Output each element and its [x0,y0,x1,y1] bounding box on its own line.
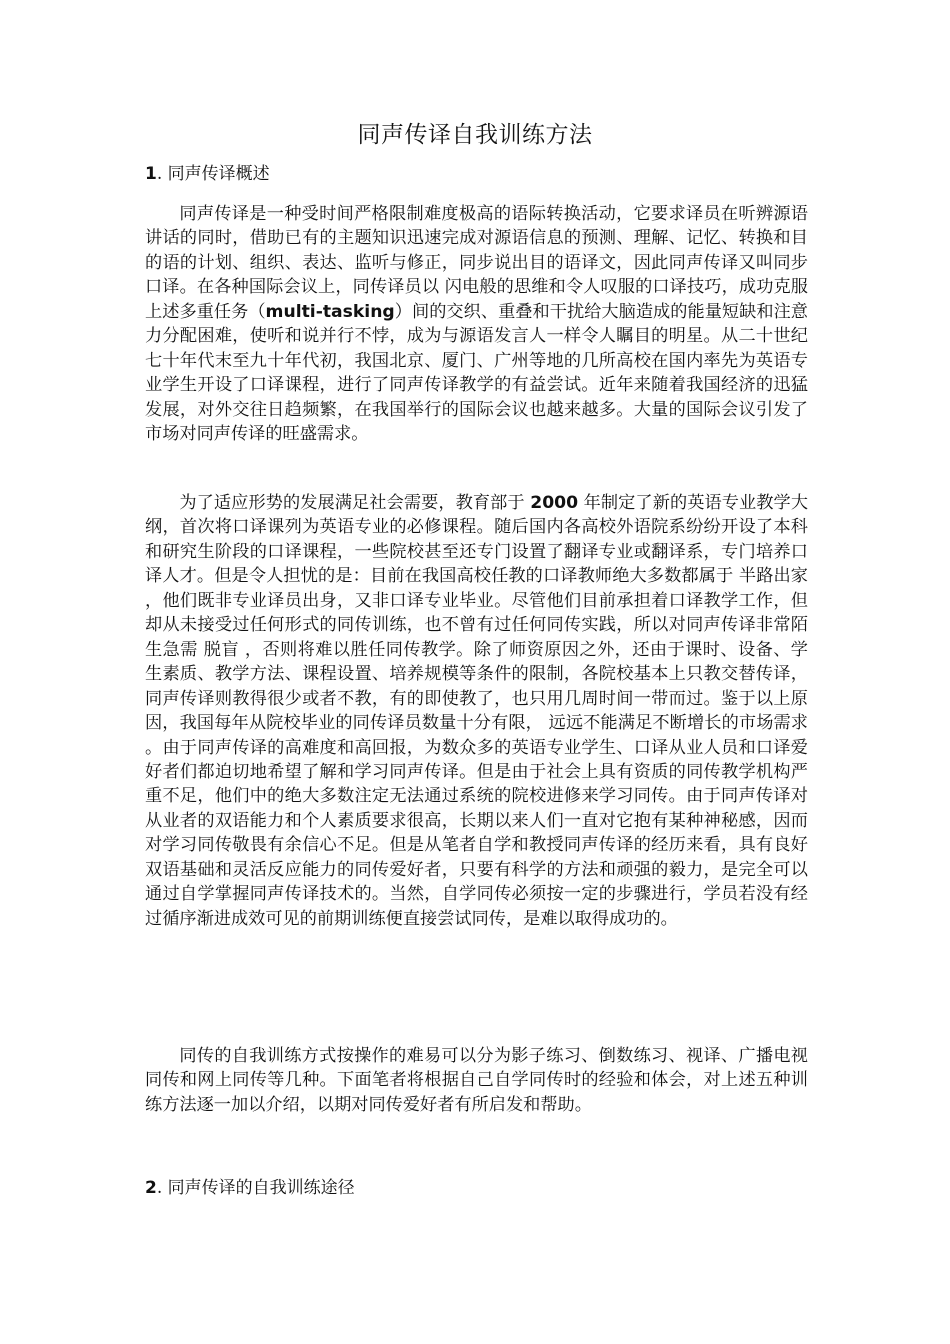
paragraph-text: 年制定了新的英语专业教学大纲，首次将口译课列为英语专业的必修课程。随后国内各高校外语院系纷纷开设了本科和研究生阶段的口译课程，一些院校甚至还专门设置了翻译专业或翻译系，专门培养口译人才。但是令人担忧的是：目前在我国高校任教的口译教师绝大多数都属于 半路出家 ，他们既非专业译员出身，又非口译专业毕业。尽管他们目前承担着口译教学工作，但却从未接受过任何形式的同传训练，也不曾有过任何同传实践，所以对同声传译非常陌生急需 脱盲 ，否则将难以胜任同传教学。除了师资原因之外，还由于课时、设备、学生素质、教学方法、课程设置、培养规模等条件的限制，各院校基本上只教交替传译，同声传译则教得很少或者不教，有的即使教了，也只用几周时间一带而过。鉴于以上原因，我国每年从院校毕业的同传译员数量十分有限， 远远不能满足不断增长的市场需求 。由于同声传译的高难度和高回报，为数众多的英语专业学生、口译从业人员和口译爱好者们都迫切地希望了解和学习同声传译。但是由于社会上具有资质的同传教学机构严重不足，他们中的绝大多数注定无法通过系统的院校进修来学习同传。由于同声传译对从业者的双语能力和个人素质要求很高，长期以来人们一直对它抱有某种神秘感，因而对学习同传敬畏有余信心不足。但是从笔者自学和教授同声传译的经历来看，具有良好双语基础和灵活反应能力的同传爱好者，只要有科学的方法和顽强的毅力，是完全可以通过自学掌握同声传译技术的。当然，自学同传必须按一定的步骤进行，学员若没有经过循序渐进成效可见的前期训练便直接尝试同传，是难以取得成功的。 [145,493,809,929]
year-number: 2000 [530,493,579,513]
latin-term: multi-tasking [265,301,395,322]
section-separator: . [156,164,163,184]
section-heading-2 [145,1175,805,1201]
document-title: 同声传译自我训练方法 [357,122,593,148]
paragraph-text: 为了适应形势的发展满足社会需要，教育部于 [179,493,531,513]
section-title: 同声传译概述 [167,164,270,184]
paragraph-2 [145,491,808,931]
paragraph-text: 同声传译是一种受时间严格限制难度极高的语际转换活动，它要求译员在听辨源语讲话的同时，借助已有的主题知识迅速完成对源语信息的预测、理解、记忆、转换和目的语的计划、组织、表达、监听与修正，同步说出目的语译文，因此同声传译又叫同步口译。在各种国际会议上，同传译员以 闪电般的思维和令人叹服的口译技巧，成功克服上述多重任务（ [145,204,808,322]
section-number: 2 [145,1178,157,1198]
section-title: 同声传译的自我训练途径 [167,1178,355,1198]
paragraph-text: ）间的交织、重叠和干扰给大脑造成的能量短缺和注意力分配困难，使听和说并行不悖，成为与源语发言人一样令人瞩目的明星。从二十世纪七十年代末至九十年代初，我国北京、厦门、广州等地的几所高校在国内率先为英语专业学生开设了口译课程，进行了同声传译教学的有益尝试。近年来随着我国经济的迅猛发展，对外交往日趋频繁，在我国举行的国际会议也越来越多。大量的国际会议引发了市场对同声传译的旺盛需求。 [145,301,808,445]
section-number: 1 [145,164,157,184]
section-heading-1 [145,161,805,187]
paragraph-1 [145,202,808,447]
section-separator: . [156,1178,163,1198]
paragraph-3: 同传的自我训练方式按操作的难易可以分为影子练习、倒数练习、视译、广播电视同传和网上同传等几种。下面笔者将根据自己自学同传时的经验和体会，对上述五种训练方法逐一加以介绍，以期对同传爱好者有所启发和帮助。 [145,1046,808,1115]
